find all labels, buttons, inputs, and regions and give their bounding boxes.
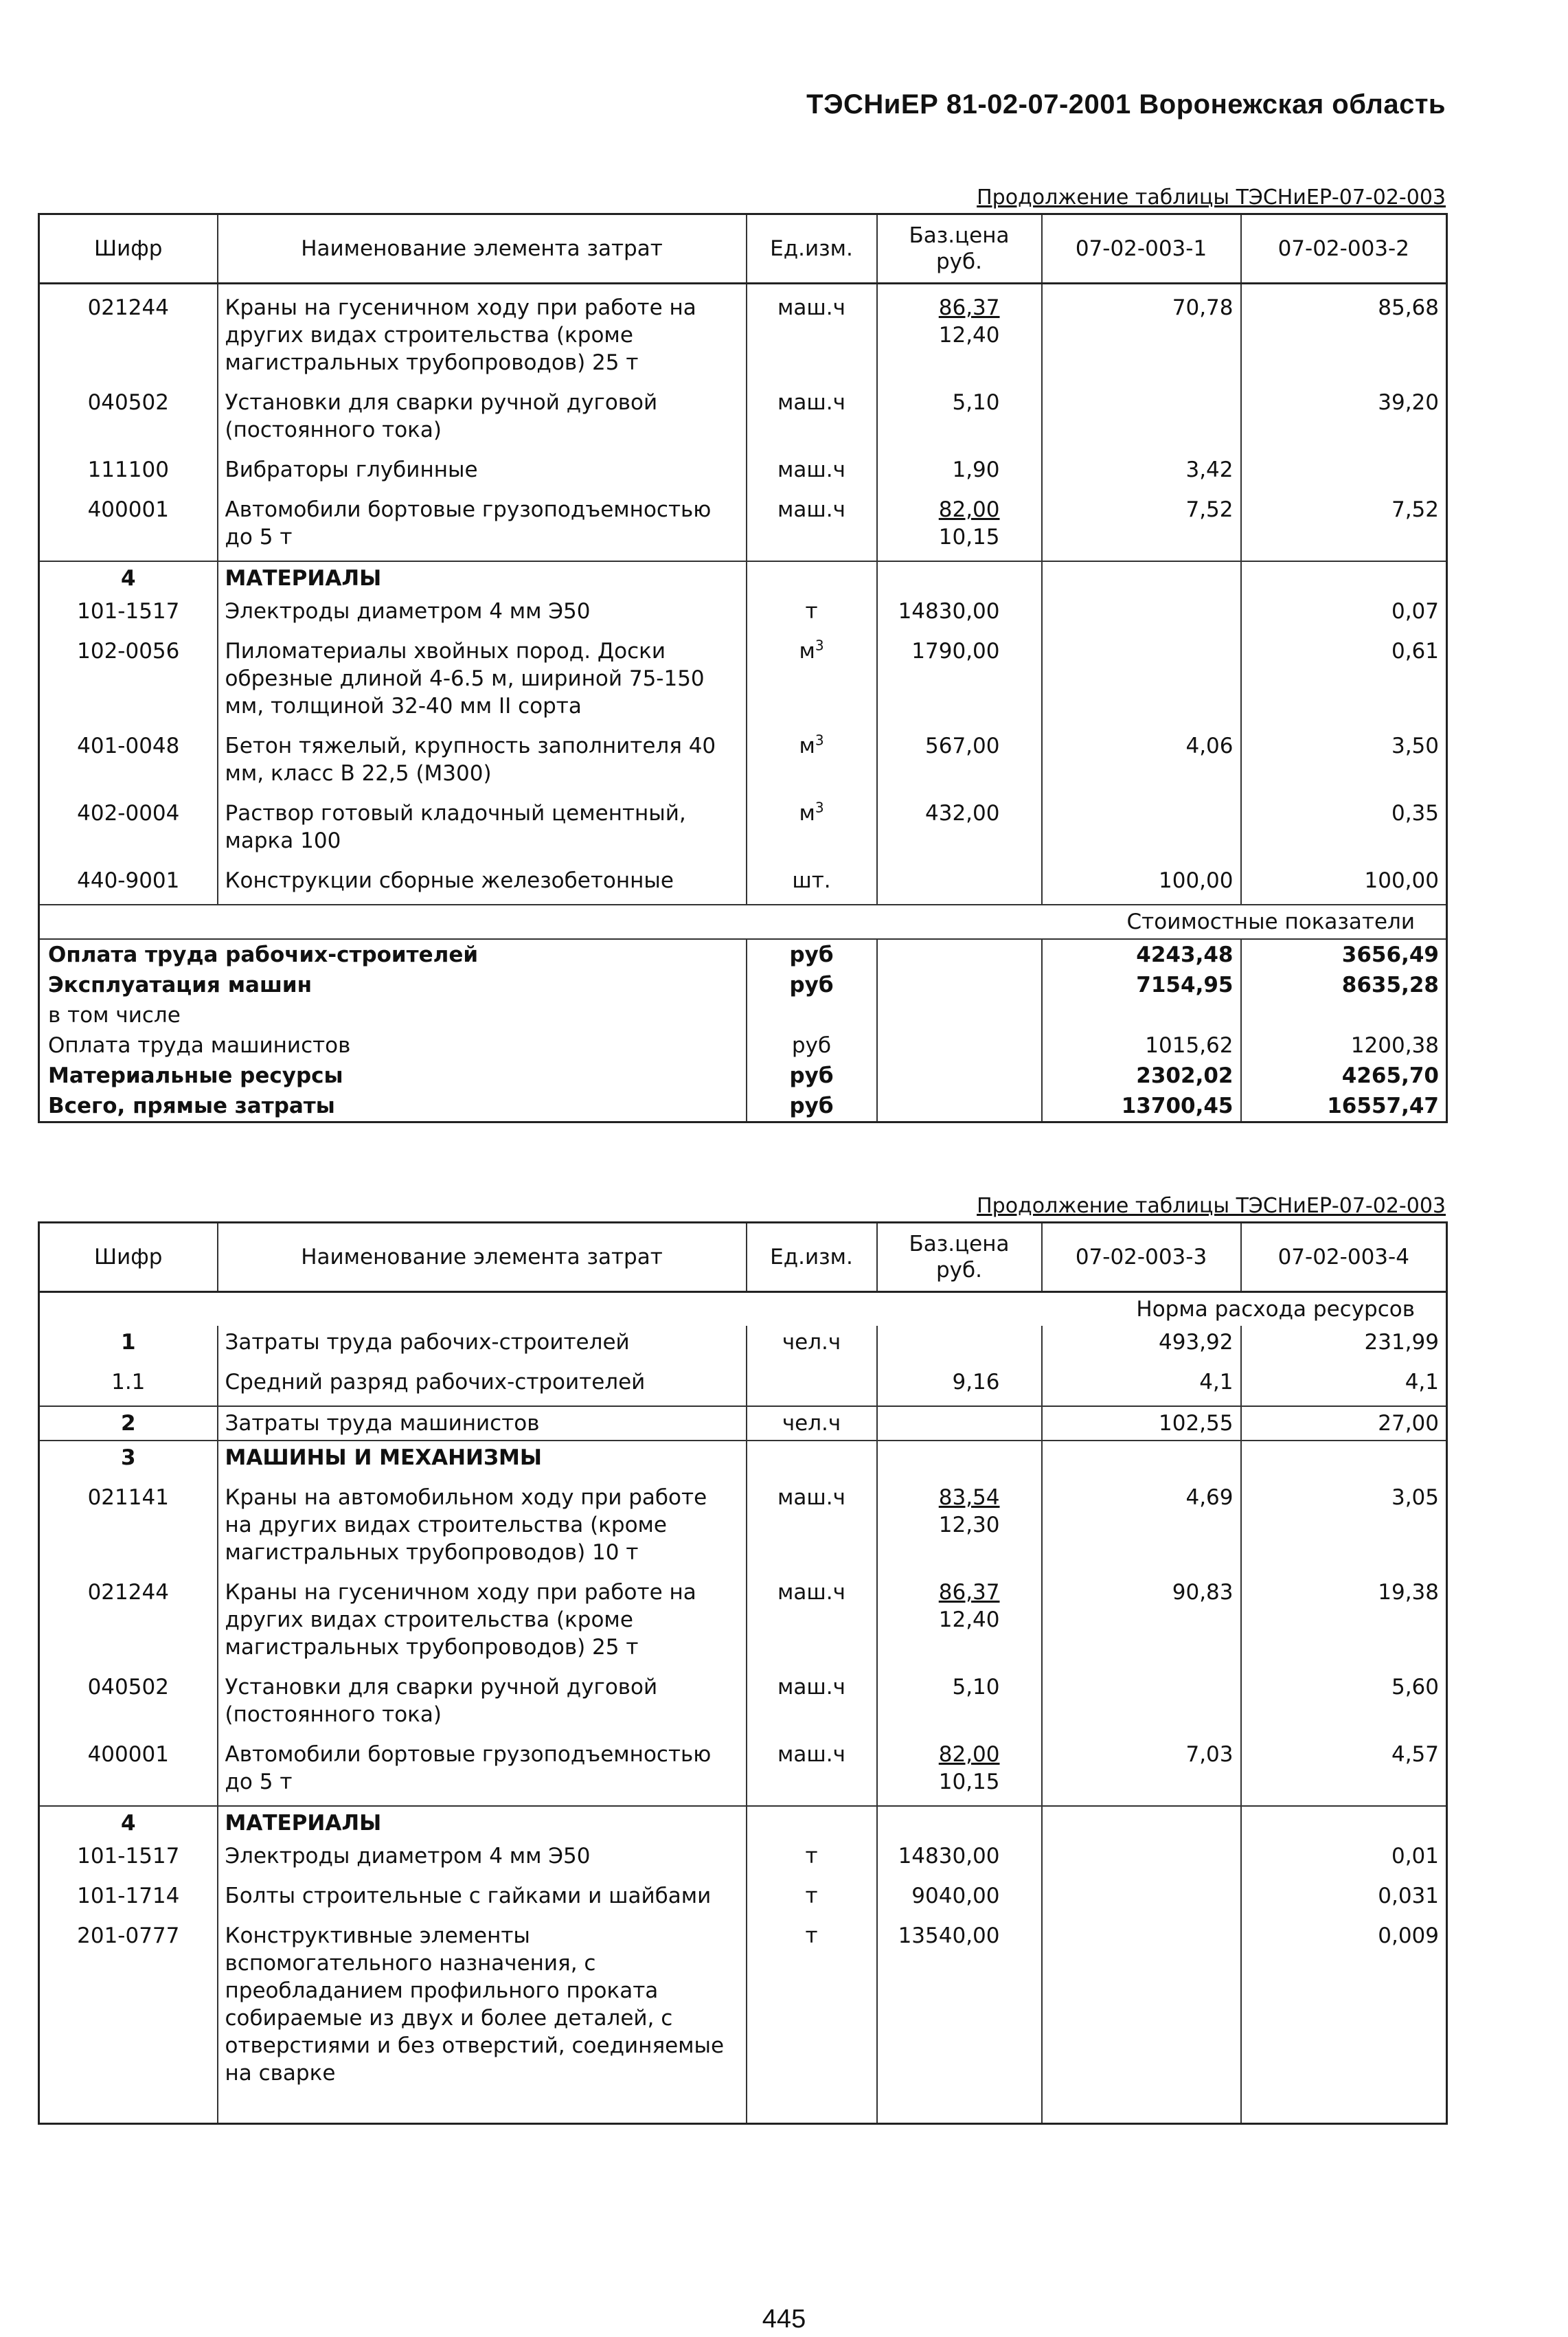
row-name: Болты строительные с гайками и шайбами	[218, 1879, 747, 1919]
row-value-a: 90,83	[1042, 1576, 1241, 1671]
table1-caption: Продолжение таблицы ТЭСНиЕР-07-02-003	[977, 185, 1446, 210]
table-row	[39, 797, 1447, 864]
table-row	[39, 453, 1447, 493]
table-row	[39, 1840, 1447, 1879]
row-price: 432,00	[877, 797, 1042, 864]
row-value-b: 100,00	[1241, 864, 1447, 905]
row-unit: $м^3$	[747, 797, 877, 864]
row-name: Пиломатериалы хвойных пород. Доски обрезные длиной 4-6.5 м, шириной 75-150 мм, толщиной 32-40 мм II сорта	[218, 635, 747, 730]
row-price	[877, 1474, 1042, 1576]
price-value: 5,10	[952, 390, 1000, 415]
row-unit: $м^3$	[747, 730, 877, 797]
section-name: МАТЕРИАЛЫ	[218, 1806, 747, 1840]
price-value: 1,90	[952, 458, 1000, 482]
cost-price-empty	[877, 939, 1042, 970]
table1-machines	[39, 284, 1447, 562]
col-header: Ед.изм.	[747, 1223, 877, 1292]
row-code: 111100	[87, 458, 169, 482]
table1	[38, 213, 1448, 1123]
cost-name: Материальные ресурсы	[48, 1063, 343, 1088]
cost-row	[39, 1061, 1447, 1091]
row-price	[877, 1576, 1042, 1671]
row-price: 9040,00	[877, 1879, 1042, 1919]
col-header: Наименование элемента затрат	[218, 214, 747, 284]
row-unit: чел.ч	[747, 1406, 877, 1441]
row-value-b: 0,031	[1241, 1879, 1447, 1919]
row-name: Установки для сварки ручной дуговой (постоянного тока)	[218, 386, 747, 453]
row-code: 402-0004	[77, 801, 180, 826]
row-value-b: 85,68	[1241, 284, 1447, 387]
row-value-b: 3,05	[1241, 1474, 1447, 1576]
cost-name: Оплата труда рабочих-строителей	[39, 939, 747, 970]
section-name: МАШИНЫ И МЕХАНИЗМЫ	[218, 1441, 747, 1474]
table-row	[39, 1576, 1447, 1671]
row-price	[877, 386, 1042, 453]
row-value-b: 231,99	[1241, 1326, 1447, 1366]
row-code: 040502	[87, 1675, 169, 1700]
table-row	[39, 1671, 1447, 1738]
row-code: 021141	[87, 1485, 169, 1510]
row-unit: т	[747, 1919, 877, 2097]
table1-cost-band	[39, 905, 1447, 939]
section-name: МАТЕРИАЛЫ	[218, 561, 747, 595]
cost-name: Всего, прямые затраты	[48, 1094, 335, 1118]
row-price: 14830,00	[877, 595, 1042, 635]
row-value-b: 7,52	[1241, 493, 1447, 561]
row-value-b: 39,20	[1241, 386, 1447, 453]
price-secondary: 12,40	[938, 323, 1000, 348]
row-value-a: 4,1	[1042, 1366, 1241, 1406]
row-value-b: 4,1	[1241, 1366, 1447, 1406]
row-value-a: 7,52	[1042, 493, 1241, 561]
page-header-title: ТЭСНиЕР 81-02-07-2001 Воронежская область	[806, 89, 1446, 120]
cost-price-empty	[877, 1061, 1042, 1091]
row-value-a: 4,06	[1042, 730, 1241, 797]
row-unit: маш.ч	[747, 386, 877, 453]
row-value-a: 102,55	[1042, 1406, 1241, 1441]
row-unit: т	[747, 1840, 877, 1879]
row-value-a	[1042, 1840, 1241, 1879]
cost-unit: руб	[747, 1030, 877, 1061]
col-header: 07-02-003-3	[1042, 1223, 1241, 1292]
row-price	[877, 864, 1042, 905]
row-name: Конструкции сборные железобетонные	[218, 864, 747, 905]
row-price	[877, 453, 1042, 493]
row-unit: маш.ч	[747, 453, 877, 493]
row-price	[877, 284, 1042, 387]
row-value-a: 70,78	[1042, 284, 1241, 387]
price-value: 82,00	[938, 1742, 1000, 1767]
row-code: 1	[120, 1330, 136, 1355]
row-value-a	[1042, 1671, 1241, 1738]
row-price	[877, 1326, 1042, 1366]
cost-value-b: 8635,28	[1241, 970, 1447, 1000]
col-header: Ед.изм.	[747, 214, 877, 284]
table-row	[39, 730, 1447, 797]
row-code: 400001	[87, 1742, 169, 1767]
table-row	[39, 864, 1447, 905]
row-code: 101-1714	[77, 1884, 180, 1908]
row-value-a: 493,92	[1042, 1326, 1241, 1366]
table1-materials	[39, 595, 1447, 905]
row-value-b: 0,07	[1241, 595, 1447, 635]
row-code: 440-9001	[77, 868, 180, 893]
row-value-b: 27,00	[1241, 1406, 1447, 1441]
cost-row	[39, 1030, 1447, 1061]
table-row	[39, 595, 1447, 635]
col-header: Шифр	[39, 1223, 218, 1292]
row-unit: маш.ч	[747, 1474, 877, 1576]
price-value: 86,37	[938, 1580, 1000, 1605]
row-value-b: 3,50	[1241, 730, 1447, 797]
cost-value-a	[1042, 1000, 1241, 1030]
row-unit: маш.ч	[747, 493, 877, 561]
cost-value-a: 4243,48	[1042, 939, 1241, 970]
col-header: 07-02-003-1	[1042, 214, 1241, 284]
row-value-a: 7,03	[1042, 1738, 1241, 1806]
table2-section-machines	[39, 1441, 1447, 1474]
price-secondary: 10,15	[938, 1770, 1000, 1794]
row-unit	[747, 1366, 877, 1406]
table2-norm-band	[39, 1292, 1447, 1326]
row-value-b: 19,38	[1241, 1576, 1447, 1671]
row-name: Автомобили бортовые грузоподъемностью до 5 т	[218, 1738, 747, 1806]
col-header: Наименование элемента затрат	[218, 1223, 747, 1292]
row-value-a: 4,69	[1042, 1474, 1241, 1576]
table2-labor	[39, 1326, 1447, 1406]
table-row	[39, 1919, 1447, 2097]
cost-row	[39, 939, 1447, 970]
row-name: Раствор готовый кладочный цементный, марка 100	[218, 797, 747, 864]
row-price: 1790,00	[877, 635, 1042, 730]
norm-band-label: Норма расхода ресурсов	[1136, 1297, 1415, 1322]
col-header: Баз.цена руб.	[877, 214, 1042, 284]
cost-price-empty	[877, 1091, 1042, 1122]
row-price: 14830,00	[877, 1840, 1042, 1879]
cost-row	[39, 1000, 1447, 1030]
row-name: Установки для сварки ручной дуговой (постоянного тока)	[218, 1671, 747, 1738]
table2-section-materials	[39, 1806, 1447, 1840]
cost-row	[39, 1091, 1447, 1122]
row-unit: маш.ч	[747, 1576, 877, 1671]
row-code: 1.1	[111, 1370, 146, 1395]
row-value-b: 0,01	[1241, 1840, 1447, 1879]
cost-unit: руб	[747, 939, 877, 970]
row-value-a	[1042, 797, 1241, 864]
table2-machinists-row	[39, 1406, 1447, 1441]
table2-materials	[39, 1840, 1447, 2097]
table-row	[39, 1738, 1447, 1806]
row-name: Краны на автомобильном ходу при работе на других видах строительства (кроме магистральных трубопроводов) 10 т	[218, 1474, 747, 1576]
col-header: 07-02-003-2	[1241, 214, 1447, 284]
cost-value-b: 1200,38	[1241, 1030, 1447, 1061]
cost-value-a: 2302,02	[1042, 1061, 1241, 1091]
row-code: 201-0777	[77, 1923, 180, 1948]
row-value-a: 100,00	[1042, 864, 1241, 905]
row-value-a	[1042, 635, 1241, 730]
row-price: 9,16	[877, 1366, 1042, 1406]
row-value-a	[1042, 1879, 1241, 1919]
row-code: 101-1517	[77, 599, 180, 624]
row-unit: т	[747, 1879, 877, 1919]
price-value: 86,37	[938, 295, 1000, 320]
price-secondary: 10,15	[938, 525, 1000, 550]
row-name: Средний разряд рабочих-строителей	[218, 1366, 747, 1406]
section-code: 3	[39, 1441, 218, 1474]
row-name: Электроды диаметром 4 мм Э50	[218, 1840, 747, 1879]
row-unit: маш.ч	[747, 284, 877, 387]
row-value-b: 0,009	[1241, 1919, 1447, 2097]
row-code: 102-0056	[77, 639, 180, 664]
row-name: Затраты труда машинистов	[218, 1406, 747, 1441]
row-value-b	[1241, 453, 1447, 493]
table-row	[39, 493, 1447, 561]
row-name: Бетон тяжелый, крупность заполнителя 40 мм, класс В 22,5 (М300)	[218, 730, 747, 797]
row-name: Затраты труда рабочих-строителей	[218, 1326, 747, 1366]
table2	[38, 1221, 1448, 2125]
cost-price-empty	[877, 1030, 1042, 1061]
row-code: 021244	[87, 1580, 169, 1605]
row-code: 040502	[87, 390, 169, 415]
row-unit: маш.ч	[747, 1738, 877, 1806]
cost-unit	[747, 1000, 877, 1030]
row-unit: $м^3$	[747, 635, 877, 730]
price-value: 5,10	[952, 1675, 1000, 1700]
row-name: Вибраторы глубинные	[218, 453, 747, 493]
row-value-b: 5,60	[1241, 1671, 1447, 1738]
cost-name: в том числе	[48, 1003, 181, 1028]
row-value-a	[1042, 595, 1241, 635]
table-row	[39, 1879, 1447, 1919]
row-price	[877, 1671, 1042, 1738]
col-header: 07-02-003-4	[1241, 1223, 1447, 1292]
row-value-a	[1042, 1919, 1241, 2097]
row-name: Автомобили бортовые грузоподъемностью до 5 т	[218, 493, 747, 561]
table1-header-row	[39, 214, 1447, 284]
cost-price-empty	[877, 970, 1042, 1000]
cost-unit: руб	[747, 970, 877, 1000]
price-secondary: 12,40	[938, 1607, 1000, 1632]
price-value: 82,00	[938, 497, 1000, 522]
row-code: 021244	[87, 295, 169, 320]
row-code: 101-1517	[77, 1844, 180, 1869]
cost-value-a: 1015,62	[1042, 1030, 1241, 1061]
cost-value-b: 3656,49	[1241, 939, 1447, 970]
row-value-b: 0,35	[1241, 797, 1447, 864]
cost-unit: руб	[747, 1061, 877, 1091]
row-unit: маш.ч	[747, 1671, 877, 1738]
row-name: Конструктивные элементы вспомогательного назначения, с преобладанием профильного проката собираемые из двух и более деталей, с отверстиями и без отверстий, соединяемые на сварке	[218, 1919, 747, 2097]
row-unit: чел.ч	[747, 1326, 877, 1366]
row-code: 401-0048	[77, 734, 180, 758]
cost-name: Эксплуатация машин	[48, 973, 313, 997]
row-price	[877, 1738, 1042, 1806]
row-unit: т	[747, 595, 877, 635]
row-value-a: 3,42	[1042, 453, 1241, 493]
cost-name: Оплата труда машинистов	[48, 1033, 351, 1058]
row-value-a	[1042, 386, 1241, 453]
cost-price-empty	[877, 1000, 1042, 1030]
row-name: Краны на гусеничном ходу при работе на других видах строительства (кроме магистральных трубопроводов) 25 т	[218, 284, 747, 387]
table-row	[39, 1366, 1447, 1406]
table2-spacer	[39, 2097, 1447, 2124]
col-header: Баз.цена руб.	[877, 1223, 1042, 1292]
cost-value-b: 16557,47	[1241, 1091, 1447, 1122]
price-secondary: 12,30	[938, 1513, 1000, 1537]
table-row	[39, 1326, 1447, 1366]
table1-section-materials	[39, 561, 1447, 595]
row-value-b: 4,57	[1241, 1738, 1447, 1806]
cost-value-a: 13700,45	[1042, 1091, 1241, 1122]
row-name: Краны на гусеничном ходу при работе на других видах строительства (кроме магистральных трубопроводов) 25 т	[218, 1576, 747, 1671]
row-price: 567,00	[877, 730, 1042, 797]
table2-caption: Продолжение таблицы ТЭСНиЕР-07-02-003	[977, 1194, 1446, 1218]
table-row	[39, 284, 1447, 387]
col-header: Шифр	[39, 214, 218, 284]
section-code: 4	[39, 561, 218, 595]
row-value-b: 0,61	[1241, 635, 1447, 730]
table2-machines	[39, 1474, 1447, 1806]
row-code: 400001	[87, 497, 169, 522]
cost-unit: руб	[747, 1091, 877, 1122]
table-row	[39, 386, 1447, 453]
table2-header-row	[39, 1223, 1447, 1292]
row-name: Электроды диаметром 4 мм Э50	[218, 595, 747, 635]
row-price	[877, 493, 1042, 561]
row-unit: шт.	[747, 864, 877, 905]
cost-band-label: Стоимостные показатели	[1042, 905, 1447, 939]
table-row	[39, 1474, 1447, 1576]
row-code: 2	[39, 1406, 218, 1441]
cost-value-a: 7154,95	[1042, 970, 1241, 1000]
cost-value-b: 4265,70	[1241, 1061, 1447, 1091]
table1-costs	[39, 939, 1447, 1122]
table-row	[39, 635, 1447, 730]
section-code: 4	[39, 1806, 218, 1840]
page-number: 445	[762, 2305, 806, 2334]
cost-value-b	[1241, 1000, 1447, 1030]
cost-row	[39, 970, 1447, 1000]
row-price: 13540,00	[877, 1919, 1042, 2097]
price-value: 83,54	[938, 1485, 1000, 1510]
